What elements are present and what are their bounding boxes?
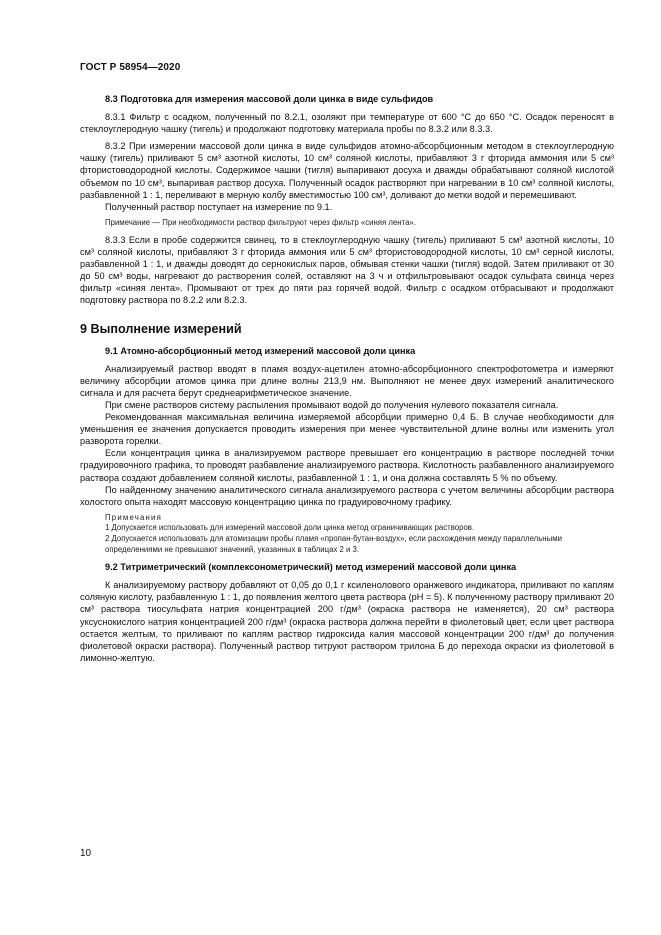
page-number: 10 xyxy=(80,848,92,859)
paragraph-9-1-d: Если концентрация цинка в анализируемом растворе превышает его концентрацию в растворе последней точки градуировочного графика, то проводят разбавление анализируемого раствора. Кислотность разбавленного анализируемого раствора создают добавлением соляной кислоты, разбавленной 1 : 1, и она должна составлять 5 % по объему. xyxy=(80,448,614,483)
paragraph-8-3-2: 8.3.2 При измерении массовой доли цинка в виде сульфидов атомно-абсорбционным методом в стеклоуглеродную чашку (тигель) приливают 5 см³ азотной кислоты, 10 см³ соляной кислоты, прибавляют 3 г фторида аммония или 5 см³ фтористоводородной кислоты. Содержимое чашки (тигля) выпаривают досуха и дважды обрабатывают соляной кислотой объемом по 10 см³, выпаривая раствор досуха. Полученный осадок растворяют при нагревании в 10 см³ соляной кислоты, разбавленной 1 : 1, переливают в мерную колбу вместимостью 100 см³, доливают до метки водой и перемешивают. xyxy=(80,141,614,200)
note-9-1-2: 2 Допускается использовать для атомизации пробы пламя «пропан-бутан-воздух», если расхождения между параллельными определениями не превышают значений, указанных в таблицах 2 и 3. xyxy=(105,534,562,554)
paragraph-8-3-1: 8.3.1 Фильтр с осадком, полученный по 8.2.1, озоляют при температуре от 600 °С до 650 °С. Осадок переносят в стеклоуглеродную чашку (тигель) и продолжают подготовку материала пробы по 8.3.2 или 8.3.3. xyxy=(80,112,614,135)
section-9-1-title: 9.1 Атомно-абсорбционный метод измерений массовой доли цинка xyxy=(105,345,416,356)
paragraph-9-1-e: По найденному значению аналитического сигнала анализируемого раствора с учетом величины абсорбции раствора холостого опыта находят массовую концентрацию цинка по градуировочному графику. xyxy=(80,484,614,507)
paragraph-9-1-a: Анализируемый раствор вводят в пламя воздух-ацетилен атомно-абсорбционного спектрофотометра и измеряют величину абсорбции атомов цинка при длине волны 213,9 нм. Выполняют не менее двух измерений аналитического сигнала и для расчета берут среднеарифметическое значение. xyxy=(80,363,614,398)
paragraph-9-2: К анализируемому раствору добавляют от 0,05 до 0,1 г ксиленолового оранжевого индикатора, приливают по каплям соляную кислоту, разбавленную 1 : 1, до появления желтого цвета раствора (рН = 5). К полученному раствору приливают 20 см³ раствора тиосульфата натрия концентрацией 200 г/дм³ (окраска раствора не изменяется), 20 см³ раствора уксуснокислого натрия концентрацией 200 г/дм³ (окраска раствора должна перейти в фиолетовый цвет, если цвет раствора остается желтым, то приливают по каплям раствор гидроксида калия массовой концентрации 200 г/дм³ до получения фиолетовой окраски раствора). Полученный раствор титруют раствором трилона Б до перехода окраски из фиолетовой в лимонно-желтую. xyxy=(80,580,614,663)
note-9-1-1: 1 Допускается использовать для измерений массовой доли цинка метод ограничивающих растворов. xyxy=(105,523,475,533)
paragraph-9-1-c: Рекомендованная максимальная величина измеряемой абсорбции примерно 0,4 Б. В случае необходимости для уменьшения ее значения допускается проводить измерения при менее чувствительной длине волны или изменить угол разворота горелки. xyxy=(80,412,614,447)
section-9-title: 9 Выполнение измерений xyxy=(80,321,242,336)
section-8-3-title: 8.3 Подготовка для измерения массовой доли цинка в виде сульфидов xyxy=(105,94,434,104)
note-8-3-2: Примечание — При необходимости раствор фильтруют через фильтр «синяя лента». xyxy=(105,217,416,227)
document-header: ГОСТ Р 58954—2020 xyxy=(80,62,181,73)
document-body xyxy=(80,93,614,664)
paragraph-9-1-b: При смене растворов систему распыления промывают водой до получения нулевого показателя сигнала. xyxy=(105,399,559,410)
section-9-2-title: 9.2 Титриметрический (комплексонометрический) метод измерений массовой доли цинка xyxy=(105,562,517,573)
notes-9-1 xyxy=(80,513,614,555)
notes-title: Примечания xyxy=(105,512,163,522)
paragraph-8-3-3: 8.3.3 Если в пробе содержится свинец, то в стеклоуглеродную чашку (тигель) приливают 5 см³ азотной кислоты, 10 см³ соляной кислоты, прибавляют 3 г фторида аммония или 5 см³ фтористоводородной кислоты, 10 см³ серной кислоты, разбавленной 1 : 1, и дважды доводят до сернокислых паров, обмывая стенки чашки (тигля) водой. Затем приливают от 30 до 50 см³ воды, нагревают до растворения солей, оставляют на 3 ч и отфильтровывают осадок сульфата свинца через фильтр «синяя лента». Промывают от трех до пяти раз горячей водой. Фильтр с осадком отбрасывают и продолжают подготовку раствора по 8.2.2 или 8.2.3. xyxy=(80,234,614,306)
paragraph-8-3-2-result: Полученный раствор поступает на измерение по 9.1. xyxy=(105,201,333,212)
